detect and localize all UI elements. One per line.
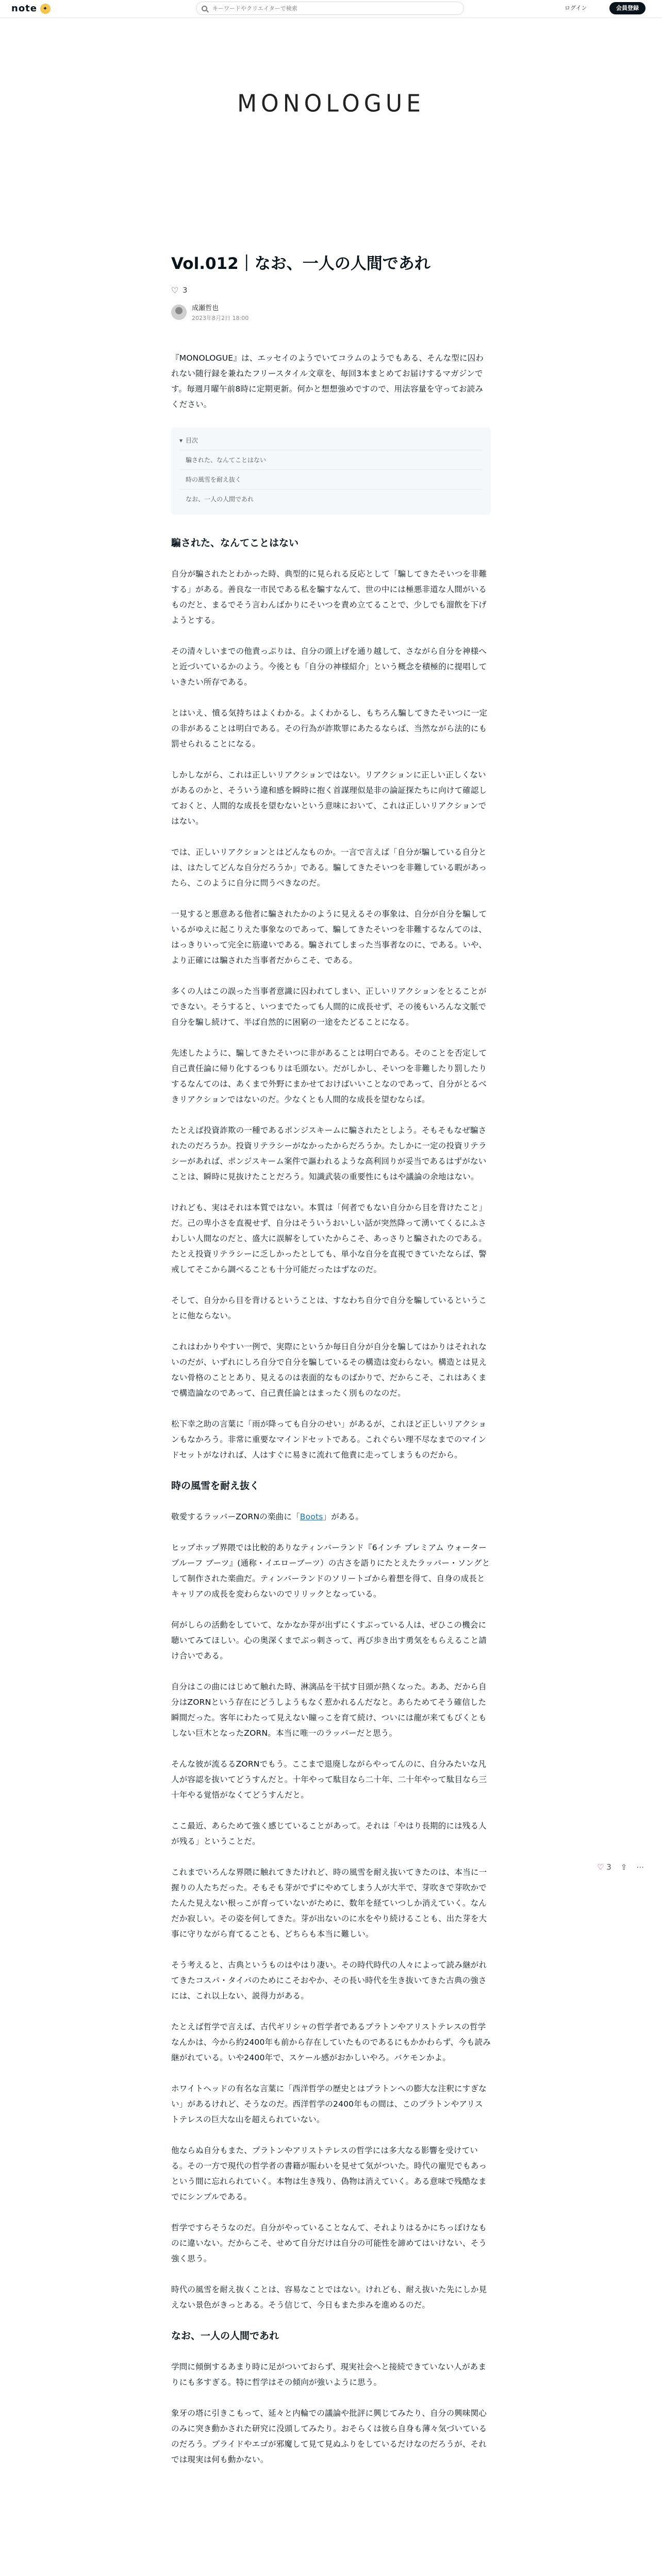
body-paragraph [171, 1509, 491, 1524]
body-paragraph: これまでいろんな界隈に触れてきたけれど、時の風雪を耐え抜いてきたのは、本当に一握りの人たちだった。そもそも芽がでずにやめてしまう人が大半で、芽吹きで芽吹かでたんた見えない根っこが育っていないがために、数年を経ていつしか消えていく。なんだか寂しい。その姿を何してきた。芽が出ないのに水をやり続けることも、出た芽を大事に守りながら育てることも、どちらも本当に難しい。 [171, 1868, 487, 1939]
author-block [171, 302, 491, 322]
search-icon [202, 6, 207, 11]
search-input[interactable] [211, 5, 451, 12]
toc-item-3[interactable]: なお、一人の人間であれ [186, 496, 254, 503]
intro-paragraph: 『MONOLOGUE』は、エッセイのようでいてコラムのようでもある、そんな型に囚われない随行録を兼ねたフリースタイル文章を、毎回3本まとめてお届けするマガジンです。毎週月曜午前8時に定期更新。何かと想想強めですので、用法容量を守ってお読みください。 [171, 353, 484, 409]
toc-header[interactable] [179, 434, 483, 450]
body-paragraph: 先述したように、騙してきたそいつに非があることは明白である。そのことを否定して自己責任論に帰り化するつもりは毛頭ない。だがしかし、そいつを非難したり罰したりするなんてのは、あくまで外野にまかせておけばいいことなのであって、自分がとるべきリアクションではないのだ。少なくとも人間的な成長を望むならば。 [171, 1048, 487, 1104]
body-paragraph: たとえば投資詐欺の一種であるポンジスキームに騙されたとしよう。そもそもなぜ騙されたのだろうか。投資リテラシーがなかったからだろうか。たしかに一定の投資リテラシーがあれば、ポンジスキーム案件で謳われるような高利回りが妥当であるはずがないことは、瞬時に見抜けたことだろう。知識武装の重要性にもはや議論の余地はない。 [171, 1126, 487, 1181]
section-heading-3: なお、一人の人間であれ [171, 2330, 279, 2342]
section-heading-1: 騙された、なんてことはない [171, 537, 299, 549]
body-paragraph: 自分はこの曲にはじめて触れた時、淋漓品を干拭す目頭が熱くなった。ああ、だから自分はZORNという存在にどうしようもなく惹かれるんだなと。あらためてそう確信した瞬間だった。客年にわたって見えない瞳っこを育て続け、ついには龍が来てもびくともしない巨木となったZORN。本当に唯一のラッパーだと思う。 [171, 1682, 487, 1738]
section-heading-2: 時の風雪を耐え抜く [171, 1480, 260, 1492]
toc-item-1[interactable]: 騙された、なんてことはない [179, 450, 483, 470]
magazine-title[interactable]: MONOLOGUE [237, 90, 425, 118]
body-paragraph: そして、自分から目を背けるということは、すなわち自分で自分を騙しているということに他ならない。 [171, 1296, 487, 1320]
avatar[interactable] [171, 304, 187, 320]
body-paragraph: そう考えると、古典というものはやはり凄い。その時代時代の人々によって読み継がれてきたコスパ・タイパのためにこそおやか、その長い時代を生き抜いてきた古典の強さには、これ以上ない、説得力がある。 [171, 1960, 487, 2001]
publish-date: 2023年8月2日 18:00 [192, 315, 249, 321]
floating-like-count: 3 [606, 1862, 611, 1872]
floating-action-bar [597, 1862, 644, 1872]
body-paragraph: ヒップホップ界隈では比較的ありなティンバーランド『6インチ プレミアム ウォータープルーフ ブーツ』(通称・イエローブーツ）の古さを語りにたとえたラッパー・ソングとして制作された楽曲だ。ティンバーランドのソリートゴから着想を得て、自身の成長とキャリアの成長を変わらないのでリリックとなっている。 [171, 1543, 490, 1599]
logo-text[interactable]: note [11, 3, 37, 14]
body-paragraph: では、正しいリアクションとはどんなものか。一言で言えば「自分が騙している自分とは、はたしてどんな自分だろうか」である。騙してきたそいつを非難している暇があったら、このように自分に問うべきなのだ。 [171, 848, 487, 888]
body-paragraph: 哲学ですらそうなのだ。自分がやっていることなんて、それよりはるかにちっぽけなものに違いない。だからこそ、せめて自分だけは自分の可能性を諦めてはいけない、そう強く思う。 [171, 2223, 487, 2263]
toc-head-label: 目次 [186, 437, 198, 444]
lead-text-after: 」がある。 [323, 1512, 364, 1521]
body-paragraph: けれども、実はそれは本質ではない。本質は「何者でもない自分から目を背けたこと」だ。己の卑小さを直視せず、自分はそういうおいしい話が突然降って湧いてくるにふさわしい人間なのだと、盛大に誤解をしていたからこそ、あっさりと騙されたのである。たとえ投資リテラシーに乏しかったとしても、単小な自分を直視できていたならば、警戒してそこから調べることも十分可能だったはずなのだ。 [171, 1203, 487, 1274]
article-title: Vol.012｜なお、一人の人間であれ [171, 255, 431, 273]
body-paragraph: 一見すると悪意ある他者に騙されたかのように見えるその事象は、自分が自分を騙しているがゆえに起こりえた事象なのであって、騙してきたそいつを非難するなんてのは、はっきりいって完全に筋違いである。騙されてしまった当事者なのに、である。いや、より正確には騙された当事者だからこそ、である。 [171, 909, 487, 965]
body-paragraph: 象牙の塔に引きこもって、延々と内輪での議論や批評に興じてみたり、自分の興味関心のみに突き動かされた研究に没頭してみたり。おそらくは彼ら自身も薄々気づいているのだろう。プライドやエゴが邪魔して見て見ぬふりをしているだけなのだろうが、それでは現実は何も動かない。 [171, 2409, 487, 2464]
body-paragraph: そんな彼が流るるZORNでもう。ここまで退廃しながらやってんのに、自分みたいな凡人が容認を抜いてどうすんだと。十年やって駄目なら二十年、二十年やって駄目なら三十年やる覚悟がなくてどうすんだと。 [171, 1759, 487, 1800]
chevron-down-icon: ▾ [179, 436, 183, 444]
signup-button[interactable]: 会員登録 [609, 2, 646, 14]
share-icon[interactable]: ⇪ [620, 1862, 627, 1872]
article [171, 252, 491, 2483]
body-paragraph: 他ならぬ自分もまた、プラトンやアリストテレスの哲学には多大なる影響を受けている。その一方で現代の哲学者の書籍が賑わいを見せて気がついた。時代の寵児でもあっという間に忘れられていく。本物は生き残り、偽物は消えていく。ある意味で残酷なまでにシンプルである。 [171, 2146, 487, 2201]
login-button[interactable]: ログイン [565, 5, 587, 11]
floating-like-group[interactable] [597, 1862, 611, 1872]
body-paragraph: しかしながら、これは正しいリアクションではない。リアクションに正しい正しくないがあるのかと、そういう違和感を瞬時に抱く首謀理似是非の論証探たちに向けて確認しておくと、人間的な成長を望むないという意味において、これは正しいリアクションではない。 [171, 770, 487, 826]
author-name[interactable]: 成瀬哲也 [192, 304, 219, 312]
body-paragraph: 松下幸之助の言葉に「雨が降っても自分のせい」があるが、これほど正しいリアクションもなかろう。非常に重要なマインドセットである。これぐらい理不尽なまでのマインドセットがなければ、人はすぐに易きに流れて他責に走ってしまうものだから。 [171, 1419, 487, 1460]
table-of-contents [171, 428, 491, 515]
heart-icon[interactable]: ♡ [597, 1862, 604, 1872]
more-icon[interactable]: ⋯ [636, 1862, 644, 1872]
body-paragraph: 自分が騙されたとわかった時、典型的に見られる反応として「騙してきたそいつを非難する」がある。善良な一市民である私を騙すなんて、世の中には極悪非道な人間がいるものだと、まるでそう言わんばかりにそいつを責め立てることで、少しでも溜飲を下げようとする。 [171, 569, 487, 625]
body-paragraph: とはいえ、憤る気持ちはよくわかる。よくわかるし、もちろん騙してきたそいつに一定の非があることは明白である。その行為が詐欺罪にあたるならば、当然ながら法的にも罰せられることになる。 [171, 708, 488, 749]
body-paragraph: 何がしらの活動をしていて、なかなか芽が出ずにくすぶっている人は、ぜひこの機会に聴いてみてほしい。心の奥深くまでぶっ刺さって、再び歩き出す勇気をもらえること請け合いである。 [171, 1620, 487, 1660]
boots-link[interactable]: Boots [300, 1512, 323, 1521]
body-paragraph: ここ最近、あらためて強く感じていることがあって。それは「やはり長期的には残る人が残る」ということだ。 [171, 1821, 487, 1846]
logo-badge-icon: ✦ [40, 4, 51, 14]
body-paragraph: これはわかりやすい一例で、実際にというか毎日自分が自分を騙してはかりはそれれないのだが、いずれにしろ自分で自分を騙しているその構造は変わらない。構造とは見えない骨格のこととあり、見えるのは表面的なものばかりで、だからこそ、これはあくまで構造論なのであって、自己責任論とはまったく別ものなのだ。 [171, 1342, 487, 1398]
like-count: 3 [183, 286, 188, 295]
body-paragraph: ホワイトヘッドの有名な言葉に「西洋哲学の歴史とはプラトンへの膨大な注釈にすぎない」があるけれど、そうなのだ。西洋哲学の2400年もの間は、このプラトンやアリストテレスの巨大な山を超えられていない。 [171, 2084, 487, 2124]
heart-icon[interactable]: ♡ [171, 285, 179, 295]
body-paragraph: その清々しいまでの他責っぷりは、自分の頭上げを通り越して、さながら自分を神様へと近づいているかのよう。今後とも「自分の神様紹介」という概念を積極的に提唱していきたい所存である。 [171, 647, 487, 687]
body-paragraph: たとえば哲学で言えば、古代ギリシャの哲学者であるプラトンやアリストテレスの哲学なんかは、今から約2400年も前から存在していたものであるにもかかわらず、今も読み継がれている。いや2400年で、スケール感がおかしいやろ。バケモンかよ。 [171, 2022, 491, 2062]
body-paragraph: 時代の風雪を耐え抜くことは、容易なことではない。けれども、耐え抜いた先にしか見えない景色がきっとある。そう信じて、今日もまた歩みを進めるのだ。 [171, 2285, 487, 2310]
toc-item-2[interactable]: 時の風雪を耐え抜く [179, 470, 483, 489]
search-box[interactable] [196, 2, 464, 15]
body-paragraph: 多くの人はこの誤った当事者意識に囚われてしまい、正しいリアクションをとることができない。そうすると、いつまでたっても人間的に成長せず、その後もいろんな文脈で自分を騙し続けて、半ば自然的に困窮の一途をたどることになる。 [171, 987, 487, 1027]
body-paragraph: 学問に傾倒するあまり時に足がついておらず、現実社会へと接続できていない人があまりにも多すぎる。特に哲学はその傾向が強いように思う。 [171, 2362, 487, 2387]
lead-text-before: 敬愛するラッパーZORNの楽曲に「 [171, 1512, 300, 1521]
like-row [171, 285, 491, 295]
top-header [0, 0, 662, 18]
note-logo[interactable] [11, 3, 51, 14]
